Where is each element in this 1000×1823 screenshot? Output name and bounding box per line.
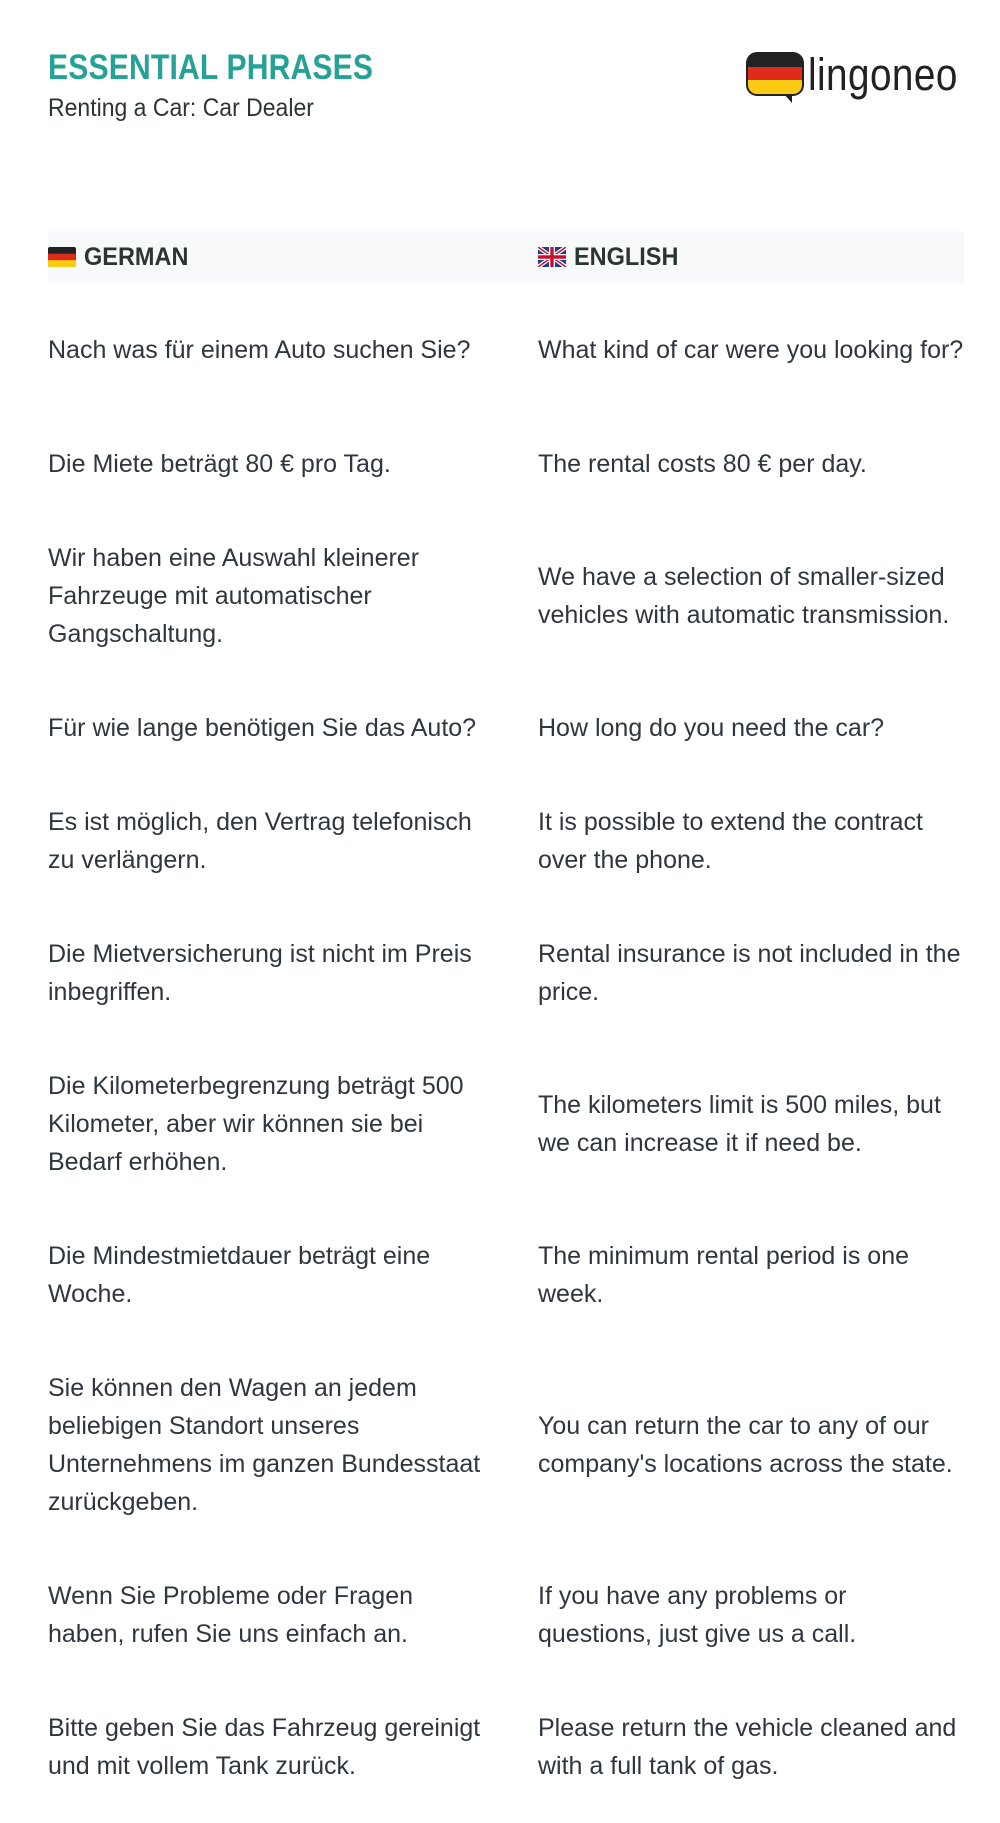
german-phrase: Die Kilometerbegrenzung beträgt 500 Kilometer, aber wir können sie bei Bedarf erhöhen. [48, 1072, 464, 1176]
column-header-band [48, 231, 964, 283]
phrase-row [48, 681, 964, 775]
german-phrase: Wenn Sie Probleme oder Fragen haben, rufen Sie uns einfach an. [48, 1582, 414, 1648]
column-header-german [48, 231, 195, 283]
german-flag-speech-bubble-icon [746, 52, 806, 104]
phrase-row [48, 1209, 964, 1341]
german-phrase: Nach was für einem Auto suchen Sie? [48, 336, 471, 364]
german-phrase: Wir haben eine Auswahl kleinerer Fahrzeuge mit automatischer Gangschaltung. [48, 544, 420, 648]
german-phrase: Es ist möglich, den Vertrag telefonisch zu verlängern. [48, 808, 472, 874]
page-subtitle: Renting a Car: Car Dealer [48, 94, 314, 122]
uk-flag-icon [538, 247, 566, 267]
english-phrase: Please return the vehicle cleaned and with a full tank of gas. [538, 1714, 957, 1780]
phrase-row [48, 1549, 964, 1681]
german-phrase: Die Mietversicherung ist nicht im Preis inbegriffen. [48, 940, 472, 1006]
german-flag-icon [48, 247, 76, 267]
english-phrase: Rental insurance is not included in the price. [538, 940, 961, 1006]
english-phrase: The rental costs 80 € per day. [538, 450, 867, 478]
column-header-english [538, 231, 685, 283]
english-phrase: You can return the car to any of our company's locations across the state. [538, 1412, 953, 1478]
phrase-row [48, 417, 964, 511]
english-phrase: How long do you need the car? [538, 714, 885, 742]
phrase-row [48, 283, 964, 417]
english-phrase: What kind of car were you looking for? [538, 336, 964, 364]
column-label-german: GERMAN [84, 242, 189, 271]
phrase-row [48, 1681, 964, 1813]
english-phrase: We have a selection of smaller-sized vehicles with automatic transmission. [538, 563, 950, 629]
phrase-row [48, 1341, 964, 1549]
english-phrase: The minimum rental period is one week. [538, 1242, 909, 1308]
german-phrase: Die Miete beträgt 80 € pro Tag. [48, 450, 391, 478]
phrase-row [48, 775, 964, 907]
english-phrase: The kilometers limit is 500 miles, but we can increase it if need be. [538, 1091, 941, 1157]
english-phrase: It is possible to extend the contract over the phone. [538, 808, 923, 874]
phrase-table [48, 283, 964, 1813]
german-phrase: Für wie lange benötigen Sie das Auto? [48, 714, 477, 742]
german-phrase: Sie können den Wagen an jedem beliebigen Standort unseres Unternehmens im ganzen Bundesstaat zurückgeben. [48, 1374, 481, 1516]
phrase-row [48, 907, 964, 1039]
page-header [48, 46, 426, 124]
logo-text: lingoneo [808, 49, 958, 100]
column-label-english: ENGLISH [574, 242, 679, 271]
german-phrase: Die Mindestmietdauer beträgt eine Woche. [48, 1242, 431, 1308]
german-phrase: Bitte geben Sie das Fahrzeug gereinigt und mit vollem Tank zurück. [48, 1714, 481, 1780]
phrase-row [48, 1039, 964, 1209]
phrase-row [48, 511, 964, 681]
english-phrase: If you have any problems or questions, just give us a call. [538, 1582, 857, 1648]
lingoneo-logo[interactable] [746, 49, 964, 104]
page-title: ESSENTIAL PHRASES [48, 48, 374, 87]
